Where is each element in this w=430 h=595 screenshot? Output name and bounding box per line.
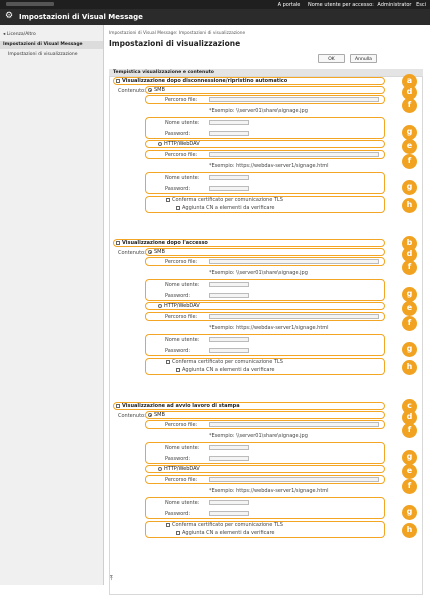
section-checkbox-label: Visualizzazione ad avvio lavoro di stampa: [122, 403, 240, 409]
smb-label: SMB: [154, 412, 165, 418]
callout-badge-section: a: [402, 74, 417, 89]
section-checkbox-label: Visualizzazione dopo disconnessione/ripristino automatico: [122, 78, 288, 84]
app-title: Impostazioni di Visual Message: [19, 13, 143, 21]
smb-label: SMB: [154, 249, 165, 255]
smb-password-label: Password:: [165, 456, 191, 462]
http-path-input[interactable]: [209, 152, 379, 157]
http-path-label: Percorso file:: [165, 477, 198, 483]
http-radio[interactable]: [158, 467, 162, 471]
smb-path-input[interactable]: [209, 422, 379, 427]
breadcrumb: Impostazioni di Visual Message: Impostazioni di visualizzazione: [109, 31, 246, 36]
smb-path-input[interactable]: [209, 259, 379, 264]
top-bar: [0, 0, 430, 9]
smb-password-label: Password:: [165, 293, 191, 299]
http-radio[interactable]: [158, 142, 162, 146]
cn-checkbox[interactable]: [176, 531, 180, 535]
http-label: HTTP/WebDAV: [164, 141, 200, 147]
callout-badge-smb: d: [402, 85, 417, 100]
portal-link[interactable]: A portale: [277, 1, 301, 8]
logout-link[interactable]: Esci: [416, 1, 426, 8]
smb-password-input[interactable]: [209, 456, 249, 461]
smb-password-label: Password:: [165, 131, 191, 137]
section-checkbox[interactable]: [116, 404, 120, 408]
callout-badge-http: e: [402, 139, 417, 154]
callout-badge-smb: d: [402, 247, 417, 262]
http-password-label: Password:: [165, 348, 191, 354]
smb-path-label: Percorso file:: [165, 97, 198, 103]
http-example: *Esempio: https://webdav-server1/signage.html: [209, 325, 329, 331]
ok-button[interactable]: OK: [318, 54, 345, 63]
callout-badge-http: e: [402, 464, 417, 479]
cn-label: Aggiunta CN a elementi da verificare: [182, 530, 275, 536]
callout-badge-file: f: [402, 154, 417, 169]
http-path-label: Percorso file:: [165, 314, 198, 320]
section-checkbox-label: Visualizzazione dopo l'accesso: [122, 240, 208, 246]
section-header: Tempistica visualizzazione e contenuto: [109, 69, 423, 76]
http-radio[interactable]: [158, 304, 162, 308]
scroll-top-icon[interactable]: ⤒: [110, 575, 113, 582]
cn-label: Aggiunta CN a elementi da verificare: [182, 205, 275, 211]
login-label: Nome utente per accesso:: [307, 1, 374, 8]
sidebar-back-link[interactable]: ◂ Licenza/Altro: [3, 32, 36, 37]
smb-radio[interactable]: [148, 250, 152, 254]
content-label: Contenuto:: [118, 88, 146, 94]
tls-label: Conferma certificato per comunicazione TLS: [172, 522, 283, 528]
http-password-input[interactable]: [209, 511, 249, 516]
page-title: Impostazioni di visualizzazione: [109, 39, 241, 48]
gear-icon: ⚙: [5, 11, 14, 21]
http-path-input[interactable]: [209, 477, 379, 482]
smb-radio[interactable]: [148, 413, 152, 417]
smb-example: *Esempio: \\server01\share\signage.jpg: [209, 270, 308, 276]
callout-badge-tls: h: [402, 198, 417, 213]
callout-badge-file: f: [402, 260, 417, 275]
tls-checkbox[interactable]: [166, 198, 170, 202]
http-user-label: Nome utente:: [165, 500, 200, 506]
callout-badge-file: f: [402, 98, 417, 113]
tls-label: Conferma certificato per comunicazione TLS: [172, 359, 283, 365]
smb-user-input[interactable]: [209, 445, 249, 450]
http-password-input[interactable]: [209, 186, 249, 191]
http-password-input[interactable]: [209, 348, 249, 353]
sidebar: [0, 25, 104, 585]
smb-highlight: [145, 411, 385, 419]
callout-badge-tls: h: [402, 523, 417, 538]
sidebar-group[interactable]: Impostazioni di Visual Message: [0, 41, 103, 49]
callout-badge-auth: g: [402, 505, 417, 520]
smb-label: SMB: [154, 87, 165, 93]
cancel-button[interactable]: Annulla: [350, 54, 377, 63]
cn-checkbox[interactable]: [176, 206, 180, 210]
section-checkbox[interactable]: [116, 79, 120, 83]
smb-path-label: Percorso file:: [165, 422, 198, 428]
callout-badge-file: f: [402, 423, 417, 438]
smb-example: *Esempio: \\server01\share\signage.jpg: [209, 108, 308, 114]
smb-example: *Esempio: \\server01\share\signage.jpg: [209, 433, 308, 439]
top-links: [272, 2, 426, 8]
sidebar-item-display-settings[interactable]: Impostazioni di visualizzazione: [8, 52, 78, 57]
smb-user-label: Nome utente:: [165, 120, 200, 126]
smb-path-label: Percorso file:: [165, 259, 198, 265]
brand-logo: [6, 2, 54, 6]
http-password-label: Password:: [165, 186, 191, 192]
callout-badge-smb: d: [402, 410, 417, 425]
http-path-input[interactable]: [209, 314, 379, 319]
callout-badge-auth: g: [402, 180, 417, 195]
http-example: *Esempio: https://webdav-server1/signage.html: [209, 163, 329, 169]
callout-badge-auth: g: [402, 450, 417, 465]
tls-checkbox[interactable]: [166, 360, 170, 364]
http-password-label: Password:: [165, 511, 191, 517]
smb-user-input[interactable]: [209, 120, 249, 125]
http-user-input[interactable]: [209, 500, 249, 505]
callout-badge-auth: g: [402, 287, 417, 302]
smb-radio[interactable]: [148, 88, 152, 92]
callout-badge-section: b: [402, 236, 417, 251]
smb-highlight: [145, 248, 385, 256]
tls-checkbox[interactable]: [166, 523, 170, 527]
smb-user-input[interactable]: [209, 282, 249, 287]
login-user: Administrator: [377, 1, 412, 8]
tls-label: Conferma certificato per comunicazione TLS: [172, 197, 283, 203]
http-user-input[interactable]: [209, 175, 249, 180]
http-user-label: Nome utente:: [165, 337, 200, 343]
callout-badge-file: f: [402, 316, 417, 331]
content-label: Contenuto:: [118, 250, 146, 256]
callout-badge-tls: h: [402, 360, 417, 375]
sidebar-back-label: Licenza/Altro: [6, 32, 36, 37]
section-checkbox[interactable]: [116, 241, 120, 245]
http-user-label: Nome utente:: [165, 175, 200, 181]
http-example: *Esempio: https://webdav-server1/signage.html: [209, 488, 329, 494]
smb-password-input[interactable]: [209, 131, 249, 136]
smb-user-label: Nome utente:: [165, 282, 200, 288]
callout-badge-file: f: [402, 479, 417, 494]
cn-checkbox[interactable]: [176, 368, 180, 372]
smb-path-input[interactable]: [209, 97, 379, 102]
http-path-label: Percorso file:: [165, 152, 198, 158]
http-label: HTTP/WebDAV: [164, 466, 200, 472]
content-label: Contenuto:: [118, 413, 146, 419]
callout-badge-auth: g: [402, 342, 417, 357]
callout-badge-auth: g: [402, 125, 417, 140]
http-label: HTTP/WebDAV: [164, 303, 200, 309]
smb-user-label: Nome utente:: [165, 445, 200, 451]
smb-password-input[interactable]: [209, 293, 249, 298]
callout-badge-http: e: [402, 301, 417, 316]
app-title-bar: [0, 9, 430, 25]
http-user-input[interactable]: [209, 337, 249, 342]
callout-badge-section: c: [402, 399, 417, 414]
smb-highlight: [145, 86, 385, 94]
cn-label: Aggiunta CN a elementi da verificare: [182, 367, 275, 373]
